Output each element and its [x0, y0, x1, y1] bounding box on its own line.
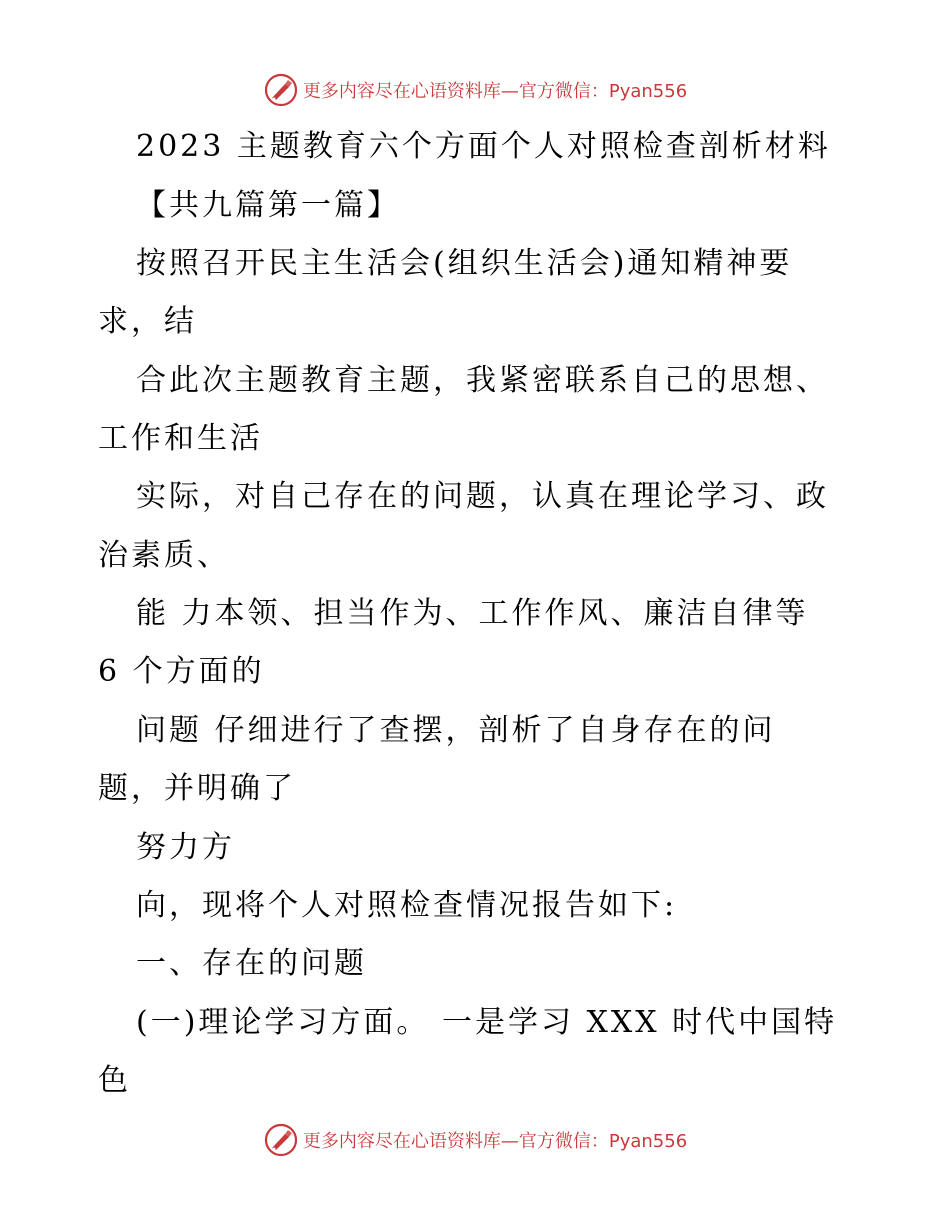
paragraph-line: 按照召开民主生活会(组织生活会)通知精神要 — [136, 246, 793, 281]
paragraph-line: 实际，对自己存在的问题，认真在理论学习、政 — [136, 479, 829, 514]
banner-separator: — — [500, 81, 519, 102]
paragraph-line: 色 — [98, 1063, 131, 1098]
paragraph-line: 题，并明确了 — [98, 771, 296, 806]
document-title: 2023 主题教育六个方面个人对照检查剖析材料 — [136, 129, 831, 164]
banner-official-label: 官方微信： — [518, 81, 609, 102]
paragraph-line: 治素质、 — [98, 538, 230, 573]
banner-separator: — — [500, 1131, 519, 1152]
paragraph-line: 6 个方面的 — [98, 654, 265, 689]
banner-text — [303, 1127, 687, 1153]
section-heading: 一、存在的问题 — [136, 946, 367, 981]
document-subtitle: 【共九篇第一篇】 — [136, 188, 400, 223]
paragraph-line: 能 力本领、担当作为、工作作风、廉洁自律等 — [136, 596, 809, 631]
banner-main-text: 更多内容尽在心语资料库 — [302, 1131, 501, 1152]
paragraph-line: 工作和生活 — [98, 421, 263, 456]
paragraph-line: 求，结 — [98, 304, 197, 339]
banner-main-text: 更多内容尽在心语资料库 — [302, 81, 501, 102]
paragraph-line: 努力方 — [136, 830, 235, 865]
pen-logo-icon — [263, 1122, 299, 1158]
footer-banner — [0, 1120, 950, 1160]
subsection-line: (一)理论学习方面。 一是学习 XXX 时代中国特 — [136, 1005, 838, 1040]
banner-wechat-id: Pyan556 — [608, 81, 688, 102]
paragraph-line: 问题 仔细进行了查摆，剖析了自身存在的问 — [136, 713, 776, 748]
paragraph-line: 向，现将个人对照检查情况报告如下: — [136, 888, 678, 923]
banner-wechat-id: Pyan556 — [608, 1131, 688, 1152]
banner-official-label: 官方微信： — [518, 1131, 609, 1152]
paragraph-line: 合此次主题教育主题，我紧密联系自己的思想、 — [136, 363, 829, 398]
